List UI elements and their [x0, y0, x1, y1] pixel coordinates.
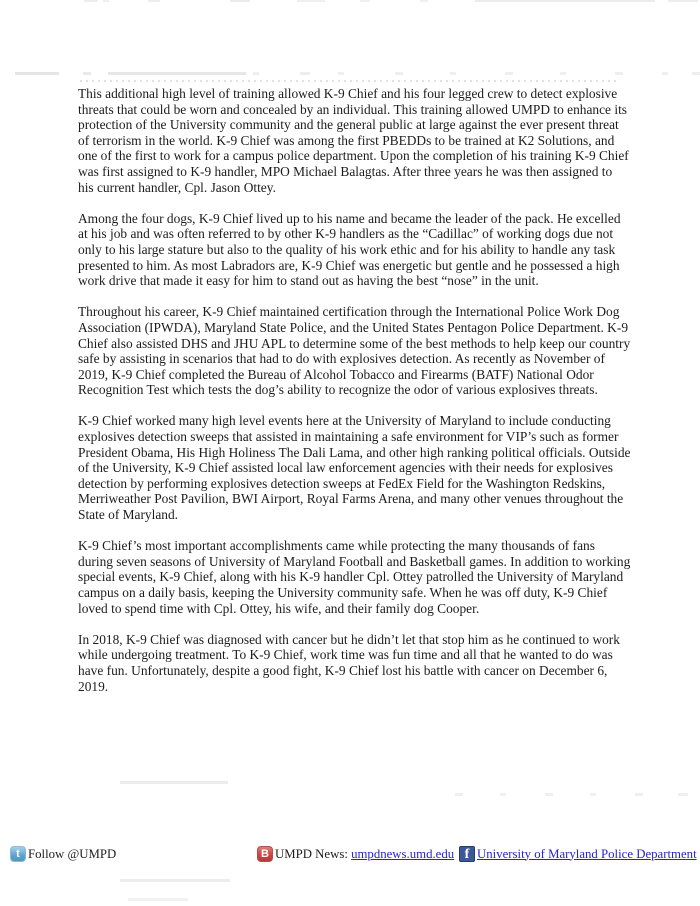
body-paragraph: Throughout his career, K-9 Chief maintained certification through the International Police Work Dog Association (IPWDA), Maryland State Police, and the United States Pentagon Police Department. K-9 Chief also assisted DHS and JHU APL to determine some of the best methods to help keep our country safe by assisting in scenarios that had to do with explosives detection. As recently as November of 2019, K-9 Chief completed the Bureau of Alcohol Tobacco and Firearms (BATF) National Odor Recognition Test which tests the dog’s ability to recognize the odor of various explosives threats. — [78, 304, 631, 398]
body-paragraph: This additional high level of training allowed K-9 Chief and his four legged crew to detect explosive threats that could be worn and concealed by an individual. This training allowed UMPD to enhance its protection of the University community and the general public at large against the ever present threat of terrorism in the world. K-9 Chief was among the first PBEDDs to be trained at K2 Solutions, and one of the first to work for a campus police department. Upon the completion of his training K-9 Chief was first assigned to K-9 handler, MPO Michael Balagtas. After three years he was then assigned to his current handler, Cpl. Jason Ottey. — [78, 86, 629, 195]
umpd-news-link[interactable]: umpdnews.umd.edu — [351, 846, 455, 861]
twitter-follow-label: Follow @UMPD — [28, 846, 117, 861]
twitter-icon[interactable]: t — [10, 846, 26, 862]
facebook-page — [459, 846, 697, 862]
twitter-follow[interactable] — [10, 846, 116, 862]
body-paragraph: K-9 Chief worked many high level events here at the University of Maryland to include conducting explosives detection sweeps that assisted in maintaining a safe environment for VIP’s such as former President Obama, His High Holiness The Dali Lama, and other high ranking political officials. Outside of the University, K-9 Chief assisted local law enforcement agencies with their needs for explosives detection by performing explosives detection sweeps at FedEx Field for the Washington Redskins, Merriweather Post Pavilion, BWI Airport, Royal Farms Arena, and many other venues throughout the State of Maryland. — [78, 413, 631, 523]
facebook-icon[interactable]: f — [459, 846, 475, 862]
facebook-page-link[interactable]: University of Maryland Police Department — [477, 846, 697, 861]
body-paragraph: In 2018, K-9 Chief was diagnosed with cancer but he didn’t let that stop him as he continued to work while undergoing treatment. To K-9 Chief, work time was fun time and all that he wanted to do was have fun. Unfortunately, despite a good fight, K-9 Chief lost his battle with cancer on December 6, 2019. — [78, 631, 620, 694]
body-paragraph: K-9 Chief’s most important accomplishments came while protecting the many thousands of fans during seven seasons of University of Maryland Football and Basketball games. In addition to working special events, K-9 Chief, along with his K-9 handler Cpl. Ottey patrolled the University of Maryland campus on a daily basis, keeping the University community safe. When he was off duty, K-9 Chief loved to spend time with Cpl. Ottey, his wife, and their family dog Cooper. — [78, 538, 631, 616]
umpd-news — [257, 846, 454, 862]
document-body — [78, 86, 631, 694]
blogger-icon[interactable]: B — [257, 846, 273, 862]
umpd-news-label: UMPD News: — [275, 846, 352, 861]
body-paragraph: Among the four dogs, K-9 Chief lived up to his name and became the leader of the pack. He excelled at his job and was often referred to by other K-9 handlers as the “Cadillac” of working dogs due not only to his large stature but also to the quality of his work ethic and for his ability to handle any task presented to him. As most Labradors are, K-9 Chief was energetic but gentle and he possessed a high work drive that made it easy for him to stand out as having the best “nose” in the unit. — [78, 210, 621, 289]
